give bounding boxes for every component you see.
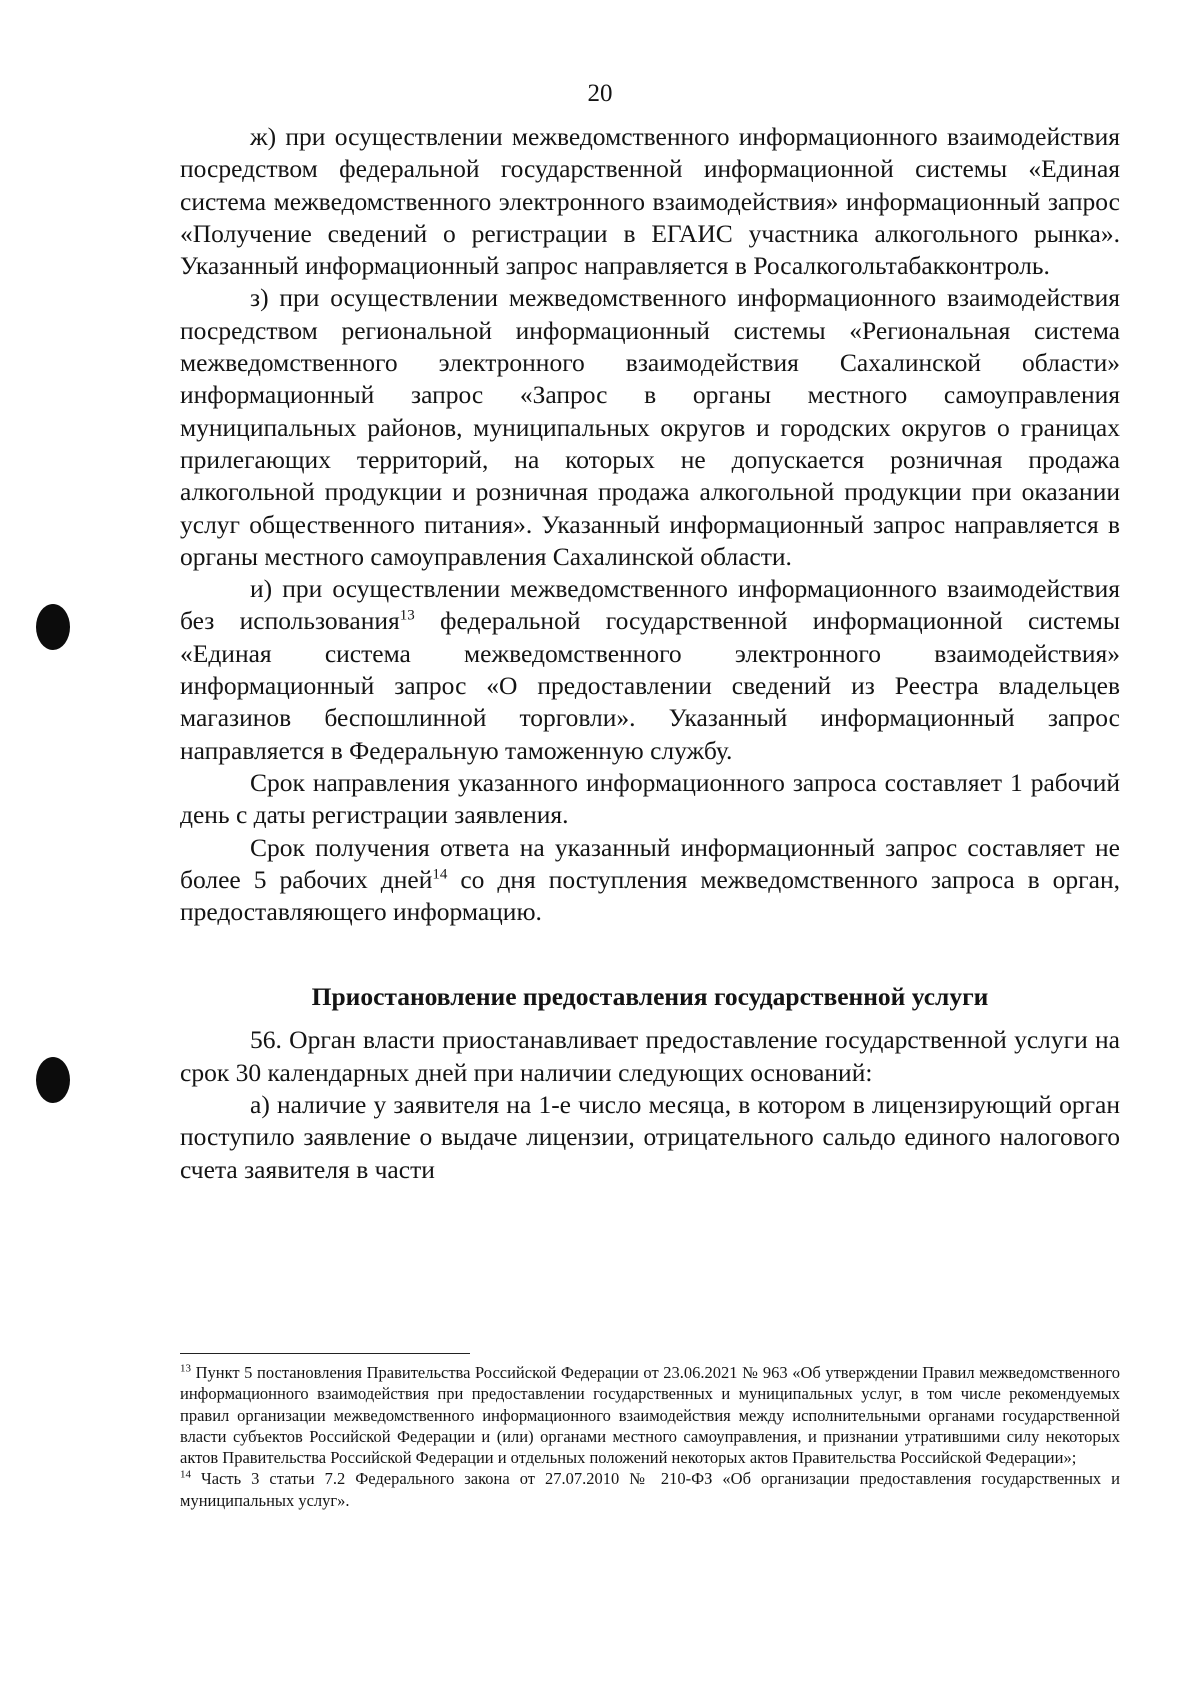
paragraph-a: а) наличие у заявителя на 1-е число месяца, в котором в лицензирующий орган поступило заявление о выдаче лицензии, отрицательного сальдо единого налогового счета заявителя в части [180, 1090, 1120, 1184]
footnote-mark-14: 14 [180, 1468, 191, 1481]
footnotes [180, 1362, 1120, 1511]
binder-hole-bottom [36, 1057, 70, 1103]
footnote-ref-14[interactable]: 14 [432, 866, 448, 883]
paragraph-response-text-end: со дня поступления межведомственного запроса в орган, предоставляющего информацию. [180, 864, 1120, 927]
paragraph-zh: ж) при осуществлении межведомственного информационного взаимодействия посредством федеральной государственной информационной системы «Единая система межведомственного электронного взаимодействия» информационный запрос «Получение сведений о регистрации в ЕГАИС участника алкогольного рынка». Указанный информационный запрос направляется в Росалкогольтабакконтроль. [180, 122, 1120, 281]
footnote-13 [180, 1362, 1120, 1468]
page-number: 20 [587, 80, 613, 107]
document-body [180, 121, 1120, 1186]
footnote-14-text: Часть 3 статьи 7.2 Федерального закона от 27.07.2010 № 210-ФЗ «Об организации предоставления государственных и муниципальных услуг». [180, 1469, 1120, 1510]
paragraph-request-term: Срок направления указанного информационного запроса составляет 1 рабочий день с даты регистрации заявления. [180, 767, 1120, 830]
paragraph-i [180, 573, 1120, 767]
paragraph-response-text-start: Срок получения ответа на указанный информационный запрос составляет не более 5 рабочих дней [180, 832, 1120, 894]
footnote-mark-13: 13 [180, 1362, 191, 1375]
section-heading: Приостановление предоставления государственной услуги [311, 982, 989, 1012]
footnote-ref-13[interactable]: 13 [399, 607, 415, 624]
paragraph-56: 56. Орган власти приостанавливает предоставление государственной услуги на срок 30 календарных дней при наличии следующих оснований: [180, 1025, 1120, 1087]
footnote-13-text: Пункт 5 постановления Правительства Российской Федерации от 23.06.2021 № 963 «Об утверждении Правил межведомственного информационного взаимодействия при предоставлении государственных и муниципальных услуг, в том числе рекомендуемых правил организации межведомственного информационного взаимодействия между исполнительными органами государственной власти субъектов Российской Федерации и (или) органами местного самоуправления, и признании утратившими силу некоторых актов Правительства Российской Федерации и отдельных положений некоторых актов Правительства Российской Федерации»; [180, 1363, 1120, 1468]
paragraph-i-text-end: федеральной государственной информационной системы «Единая система межведомственного электронного взаимодействия» информационный запрос «О предоставлении сведений из Реестра владельцев магазинов беспошлинной торговли». Указанный информационный запрос направляется в Федеральную таможенную службу. [180, 606, 1120, 765]
paragraph-i-text-start: и) при осуществлении межведомственного информационного взаимодействия без использования [180, 574, 1120, 636]
binder-hole-top [36, 604, 70, 650]
paragraph-response-term [180, 832, 1120, 929]
footnote-14 [180, 1468, 1120, 1511]
footnote-separator [180, 1353, 470, 1354]
paragraph-z: з) при осуществлении межведомственного информационного взаимодействия посредством региональной информационный системы «Региональная система межведомственного электронного взаимодействия Сахалинской области» информационный запрос «Запрос в органы местного самоуправления муниципальных районов, муниципальных округов и городских округов о границах прилегающих территорий, на которых не допускается розничная продажа алкогольной продукции и розничная продажа алкогольной продукции при оказании услуг общественного питания». Указанный информационный запрос направляется в органы местного самоуправления Сахалинской области. [180, 283, 1120, 571]
